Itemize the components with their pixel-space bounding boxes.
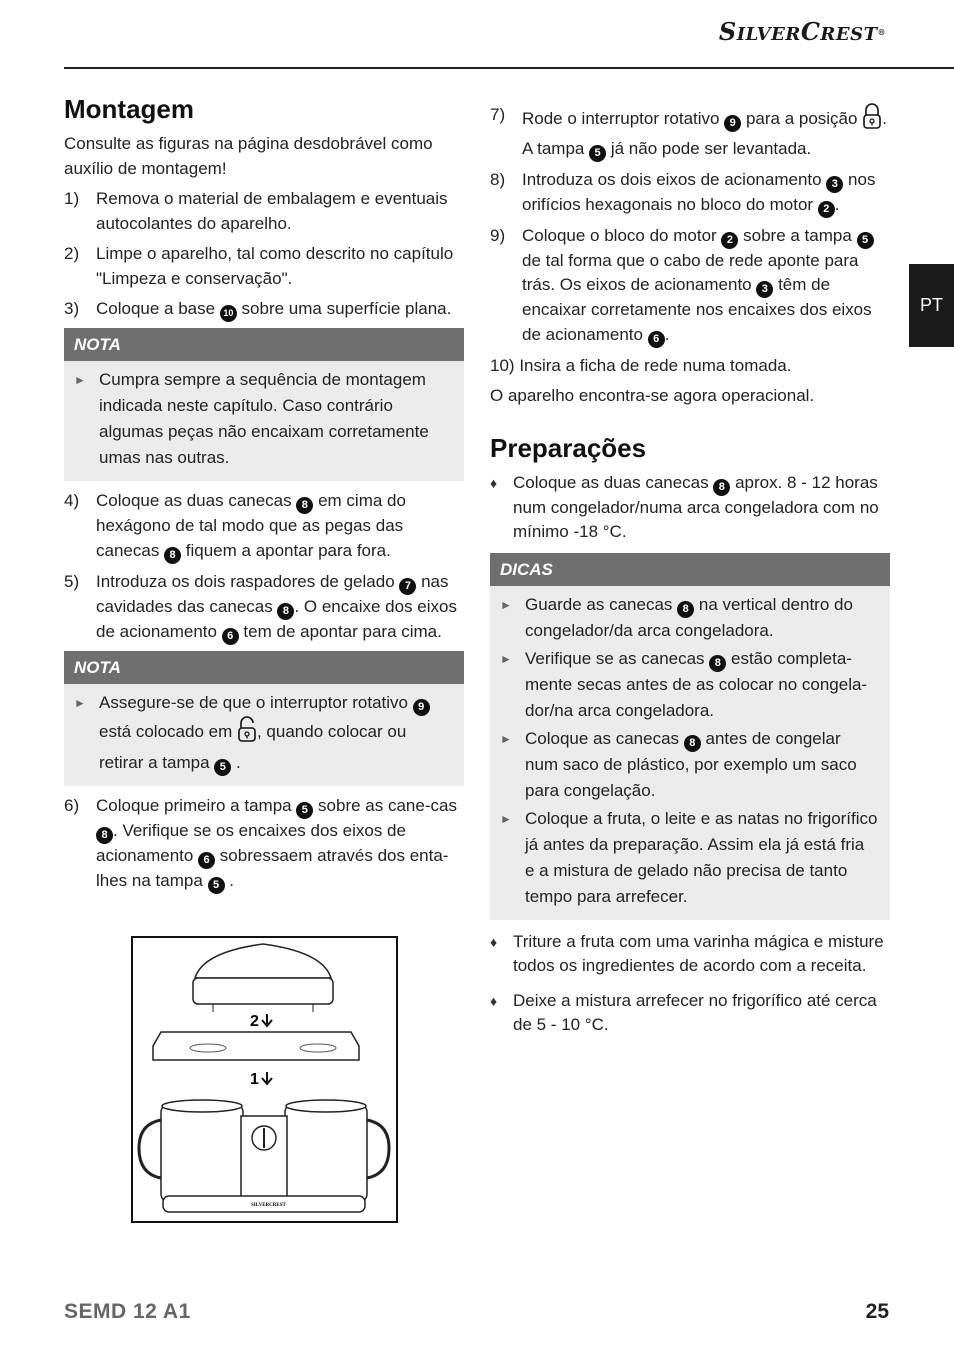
figure-brand: SILVERCREST <box>251 1203 286 1208</box>
steps-list-c <box>64 794 464 894</box>
list-item: 9) Coloque o bloco do motor 2 sobre a tampa 5 de tal forma que o cabo de rede aponte para trás. Os eixos de acionamento 3 têm de encaixar corretamente nos encaixes dos eixos de acionamento 6 . <box>490 224 890 348</box>
note-title: NOTA <box>64 651 464 684</box>
footer-model: SEMD 12 A1 <box>64 1300 191 1323</box>
callout-number: 7 <box>399 578 416 595</box>
callout-number: 2 <box>721 232 738 249</box>
tips-box <box>490 553 890 920</box>
language-tab: PT <box>909 264 954 347</box>
prep-list-a <box>490 471 890 545</box>
callout-number: 6 <box>648 331 665 348</box>
callout-number: 8 <box>709 655 726 672</box>
list-item: 5) Introduza os dois raspadores de gelado 7 nas cavidades das canecas 8 . O encaixe dos eixos de acionamento 6 tem de apontar para cima. <box>64 570 464 645</box>
list-item: 8) Introduza os dois eixos de acionamento 3 nos orifícios hexagonais no bloco do motor 2 . <box>490 168 890 218</box>
triangle-bullet-icon: ► <box>74 695 86 710</box>
steps-list-a <box>64 187 464 322</box>
callout-number: 6 <box>198 852 215 869</box>
lock-icon <box>862 103 882 137</box>
list-item: ♦ Deixe a mistura arrefecer no frigorífico até cerca de 5 - 10 °C. <box>490 990 877 1034</box>
list-item: 1) Remova o material de embalagem e eventuais autocolantes do aparelho. <box>64 189 448 233</box>
diamond-bullet-icon: ♦ <box>490 933 498 950</box>
tips-title: DICAS <box>490 553 890 586</box>
steps-list-d <box>490 103 890 348</box>
callout-number: 8 <box>296 497 313 514</box>
diamond-bullet-icon: ♦ <box>490 992 498 1009</box>
figure-label-1: 1 <box>250 1071 259 1088</box>
list-item: 6) Coloque primeiro a tampa 5 sobre as cane-cas 8 . Verifique se os encaixes dos eixos de acionamento 6 sobressaem através dos enta-lhes na tampa 5 . <box>64 794 464 894</box>
section-title-montagem: Montagem <box>64 94 194 124</box>
list-item: ► Cumpra sempre a sequência de montagem indicada neste capítulo. Caso contrário algumas peças não encaixam corretamente umas nas outras. <box>74 367 452 471</box>
callout-number: 8 <box>684 735 701 752</box>
callout-number: 10 <box>220 305 237 322</box>
page-number: 25 <box>865 1300 889 1323</box>
callout-number: 5 <box>857 232 874 249</box>
callout-number: 9 <box>413 699 430 716</box>
list-item: 7) Rode o interruptor rotativo 9 para a posição . A tampa 5 já não pode ser levantada. <box>490 103 890 162</box>
note-box-1 <box>64 328 464 481</box>
callout-number: 5 <box>296 802 313 819</box>
callout-number: 5 <box>214 759 231 776</box>
steps-list-b <box>64 489 464 645</box>
header-rule <box>64 67 954 69</box>
callout-number: 5 <box>208 877 225 894</box>
list-item: 2) Limpe o aparelho, tal como descrito no capítulo "Limpeza e conservação". <box>64 244 454 288</box>
figure-label-2: 2 <box>250 1013 259 1030</box>
callout-number: 3 <box>756 281 773 298</box>
operational-text: O aparelho encontra-se agora operacional. <box>490 386 815 405</box>
list-item: 4) Coloque as duas canecas 8 em cima do hexágono de tal modo que as pegas das canecas 8 fiquem a apontar para fora. <box>64 489 464 564</box>
list-item: ► Coloque as canecas 8 antes de congelar num saco de plástico, por exemplo um saco para congelação. <box>500 726 878 804</box>
callout-number: 8 <box>96 827 113 844</box>
list-item: ♦ Triture a fruta com uma varinha mágica e misture todos os ingredientes de acordo com a receita. <box>490 931 884 975</box>
section-title-preparacoes: Preparações <box>490 432 647 463</box>
step-10: 10) Insira a ficha de rede numa tomada. <box>490 355 792 375</box>
list-item: ► Assegure-se de que o interruptor rotativo 9 está colocado em , quando colocar ou retirar a tampa 5 . <box>74 690 452 776</box>
note-box-2 <box>64 651 464 786</box>
callout-number: 8 <box>713 479 730 496</box>
note-title: NOTA <box>64 328 464 361</box>
callout-number: 8 <box>677 601 694 618</box>
callout-number: 6 <box>222 628 239 645</box>
triangle-bullet-icon: ► <box>500 731 512 746</box>
list-item: ► Verifique se as canecas 8 estão completa-mente secas antes de as colocar no congela-dor/na arca congeladora. <box>500 646 878 724</box>
triangle-bullet-icon: ► <box>500 651 512 666</box>
diamond-bullet-icon: ♦ <box>490 474 498 491</box>
right-column <box>490 103 890 1046</box>
unlock-icon <box>237 716 257 750</box>
callout-number: 5 <box>589 145 606 162</box>
callout-number: 2 <box>818 201 835 218</box>
triangle-bullet-icon: ► <box>74 373 86 387</box>
brand-logo: SILVERCREST® <box>718 17 886 46</box>
list-item: ► Guarde as canecas 8 na vertical dentro do congelador/da arca congeladora. <box>500 592 878 644</box>
list-item: 3) Coloque a base 10 sobre uma superfície plana. <box>64 297 464 322</box>
assembly-illustration <box>133 938 396 1221</box>
triangle-bullet-icon: ► <box>500 811 512 826</box>
triangle-bullet-icon: ► <box>500 597 512 612</box>
list-item: ► Coloque a fruta, o leite e as natas no frigorífico já antes da preparação. Assim ela já está fria e a mistura de gelado não precisa de tanto tempo para arrefecer. <box>500 806 878 910</box>
callout-number: 3 <box>826 176 843 193</box>
callout-number: 8 <box>277 603 294 620</box>
prep-list-b <box>490 930 890 1038</box>
list-item: ♦ Coloque as duas canecas 8 aprox. 8 - 12 horas num congelador/numa arca congeladora com no mínimo -18 °C. <box>490 472 879 541</box>
callout-number: 9 <box>724 115 741 132</box>
assembly-figure <box>131 936 398 1223</box>
callout-number: 8 <box>164 547 181 564</box>
left-column <box>64 92 464 900</box>
intro-text: Consulte as figuras na página desdobrável como auxílio de montagem! <box>64 134 433 178</box>
